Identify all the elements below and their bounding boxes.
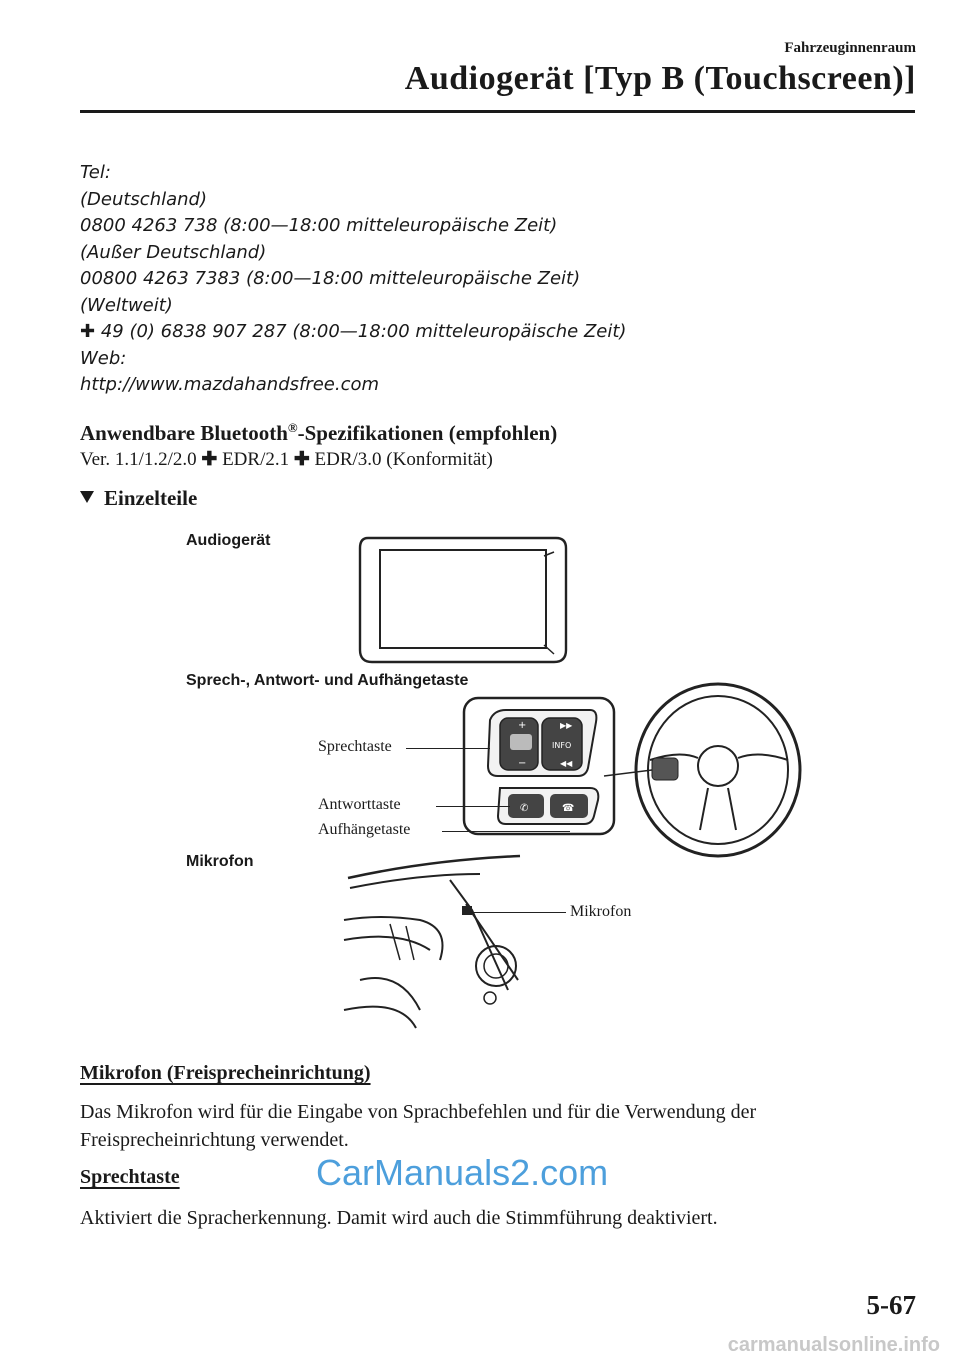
- audio-unit-label: Audiogerät: [186, 532, 271, 549]
- mic-section-text: Das Mikrofon wird für die Eingabe von Sprachbefehlen und für die Verwendung der Freisprecheinrichtung verwendet.: [80, 1101, 757, 1151]
- spec-title-text: Anwendbare Bluetooth: [80, 421, 288, 445]
- answer-button-callout: Antworttaste: [318, 796, 401, 813]
- talk-section-title: Sprechtaste: [80, 1166, 180, 1188]
- svg-text:−: −: [518, 758, 527, 769]
- worldwide-label: (Weltweit): [80, 294, 173, 316]
- spec-version-b: EDR/2.1: [222, 449, 294, 470]
- triangle-down-icon: [80, 491, 94, 503]
- footer-watermark: carmanualsonline.info: [727, 1334, 940, 1356]
- svg-text:◀◀: ◀◀: [560, 759, 573, 768]
- audio-unit-illustration: [350, 530, 576, 670]
- page-number: 5-67: [866, 1290, 916, 1320]
- plus-icon: ✚: [293, 449, 310, 470]
- outside-germany-number: 00800 4263 7383 (8:00—18:00 mitteleuropäische Zeit): [80, 268, 581, 289]
- tel-label: Tel:: [80, 162, 111, 183]
- bluetooth-spec-versions: [80, 448, 493, 471]
- plus-icon: ✚: [80, 321, 96, 342]
- contact-block: [80, 160, 626, 399]
- callout-line: [406, 748, 490, 749]
- svg-text:INFO: INFO: [552, 741, 572, 750]
- callout-line: [442, 831, 570, 832]
- microphone-illustration: [340, 850, 540, 1030]
- callout-line: [474, 912, 566, 913]
- mic-callout: Mikrofon: [570, 903, 632, 920]
- svg-text:▶▶: ▶▶: [560, 721, 573, 730]
- web-label: Web:: [80, 347, 127, 369]
- spec-version-a: Ver. 1.1/1.2/2.0: [80, 449, 202, 470]
- web-url: http://www.mazdahandsfree.com: [80, 374, 380, 395]
- page-title: Audiogerät [Typ B (Touchscreen)]: [404, 60, 916, 97]
- buttons-label: Sprech-, Antwort- und Aufhängetaste: [186, 672, 469, 689]
- svg-text:☎: ☎: [562, 803, 575, 814]
- mic-section-title: Mikrofon (Freisprecheinrichtung): [80, 1062, 371, 1084]
- parts-title-text: Einzelteile: [104, 486, 198, 510]
- registered-mark: ®: [287, 420, 298, 435]
- mic-label: Mikrofon: [186, 853, 254, 870]
- bluetooth-spec-title: [80, 420, 557, 446]
- parts-title: [80, 486, 197, 511]
- header-rule: [80, 110, 915, 113]
- spec-title-text-2: -Spezifikationen (empfohlen): [297, 421, 558, 445]
- callout-line: [436, 806, 510, 807]
- germany-number: 0800 4263 738 (8:00—18:00 mitteleuropäische Zeit): [80, 215, 558, 236]
- talk-button-callout: Sprechtaste: [318, 738, 392, 755]
- watermark: CarManuals2.com: [316, 1152, 609, 1193]
- worldwide-number: 49 (0) 6838 907 287 (8:00—18:00 mitteleuropäische Zeit): [100, 321, 627, 342]
- outside-germany-label: (Außer Deutschland): [80, 241, 267, 263]
- svg-text:+: +: [518, 720, 527, 731]
- germany-label: (Deutschland): [80, 188, 207, 210]
- worldwide-number-line: [80, 319, 626, 346]
- svg-text:✆: ✆: [520, 803, 529, 814]
- plus-icon: ✚: [201, 449, 218, 470]
- steering-wheel-illustration: [600, 680, 805, 860]
- steering-switch-illustration: [460, 690, 620, 840]
- spec-version-c: EDR/3.0 (Konformität): [314, 449, 493, 470]
- talk-section-text: Aktiviert die Spracherkennung. Damit wird auch die Stimmführung deaktiviert.: [80, 1207, 718, 1229]
- header-section: Fahrzeuginnenraum: [784, 40, 916, 56]
- hangup-button-callout: Aufhängetaste: [318, 821, 411, 838]
